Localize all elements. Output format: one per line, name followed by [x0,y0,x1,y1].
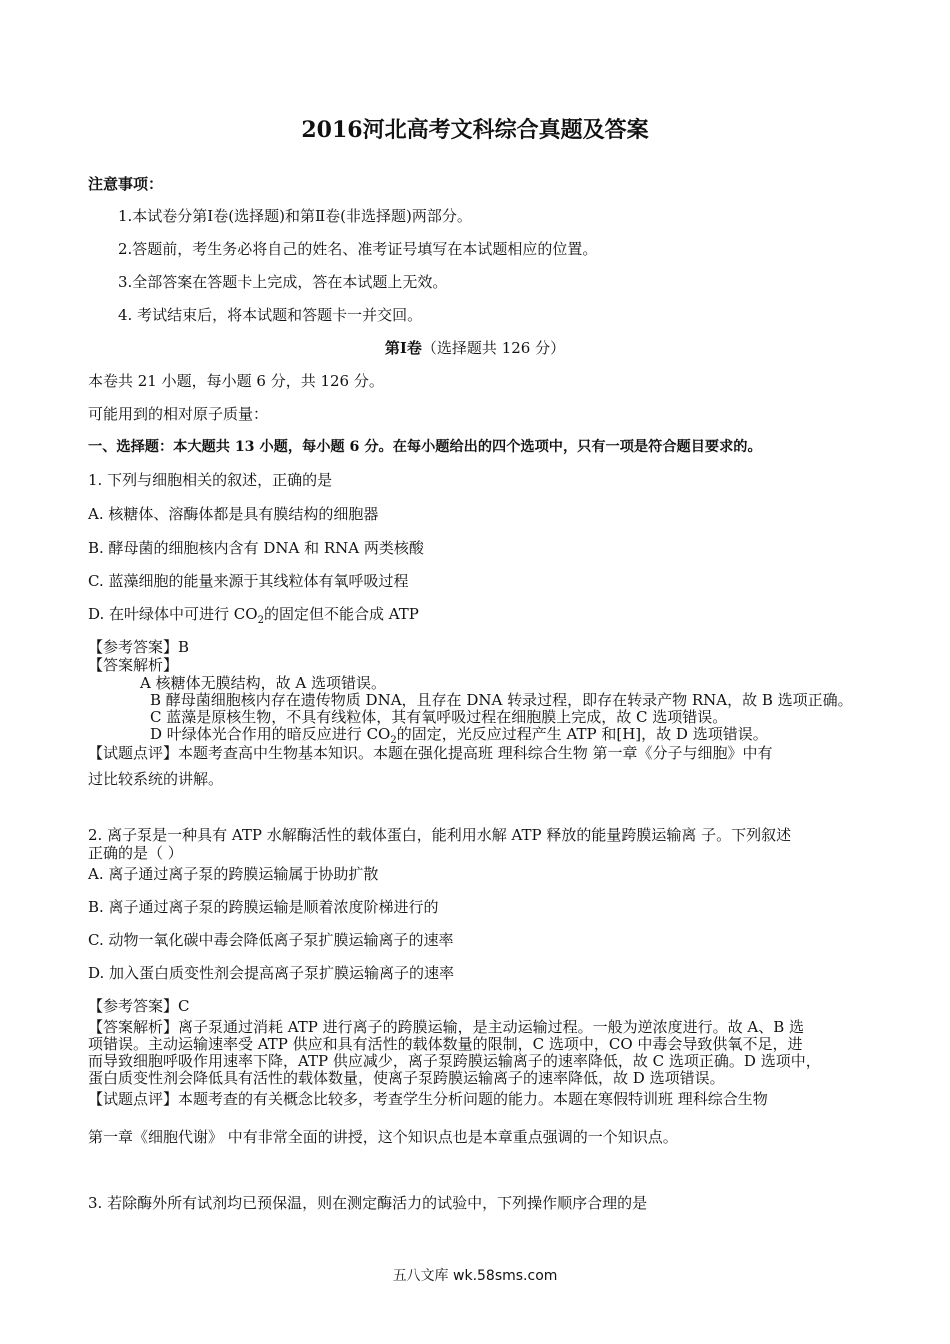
analysis-line: 而导致细胞呼吸作用速率下降，ATP 供应减少，离子泵跨膜运输离子的速率降低，故 C 选项正确。D 选项中， [88,1052,821,1070]
question-stem: 正确的是（ ） [88,844,183,862]
analysis-line [150,725,768,746]
footer-watermark: 五八文库 wk.58sms.com [392,1268,558,1284]
answer: 【参考答案】B [88,638,190,656]
question-option: A. 离子通过离子泵的跨膜运输属于协助扩散 [88,865,379,883]
section-intro: 可能用到的相对原子质量： [88,405,269,423]
note-item: 2.答题前，考生务必将自己的姓名、准考证号填写在本试题相应的位置。 [118,240,598,258]
question-option: D. 加入蛋白质变性剂会提高离子泵扩膜运输离子的速率 [88,964,455,982]
subscript: 2 [257,615,264,626]
analysis-line: C 蓝藻是原核生物，不具有线粒体，其有氧呼吸过程在细胞膜上完成，故 C 选项错误。 [150,708,728,726]
question-option: C. 蓝藻细胞的能量来源于其线粒体有氧呼吸过程 [88,572,409,590]
section-title-bold: 第Ⅰ卷 [384,339,422,357]
part-heading: 一、选择题：本大题共 13 小题，每小题 6 分。在每小题给出的四个选项中，只有一项是符合题目要求的。 [88,439,762,455]
subscript: 2 [390,735,397,746]
analysis-line: 项错误。主动运输速率受 ATP 供应和具有活性的载体数量的限制，C 选项中，CO 中毒会导致供氧不足，进 [88,1035,803,1053]
question-option: B. 离子通过离子泵的跨膜运输是顺着浓度阶梯进行的 [88,898,439,916]
option-text: 的固定但不能合成 ATP [263,605,419,623]
analysis-line: B 酵母菌细胞核内存在遗传物质 DNA，且存在 DNA 转录过程，即存在转录产物 RNA，故 B 选项正确。 [150,691,853,709]
question-option [88,605,419,626]
question-stem: 1. 下列与细胞相关的叙述，正确的是 [88,471,333,489]
analysis-text: D 叶绿体光合作用的暗反应进行 CO [150,725,391,743]
comment: 【试题点评】本题考查高中生物基本知识。本题在强化提高班 理科综合生物 第一章《分子与细胞》中有 [88,744,773,762]
question-option: C. 动物一氧化碳中毒会降低离子泵扩膜运输离子的速率 [88,931,454,949]
question-stem: 3. 若除酶外所有试剂均已预保温，则在测定酶活力的试验中，下列操作顺序合理的是 [88,1194,648,1212]
option-text: D. 在叶绿体中可进行 CO [88,605,258,623]
note-item: 4. 考试结束后，将本试题和答题卡一并交回。 [118,306,423,324]
question-stem: 2. 离子泵是一种具有 ATP 水解酶活性的载体蛋白，能利用水解 ATP 释放的能量跨膜运输离 子。下列叙述 [88,826,792,844]
question-option: A. 核糖体、溶酶体都是具有膜结构的细胞器 [88,505,379,523]
page-title: 2016河北高考文科综合真题及答案 [301,117,649,143]
section-title-rest: （选择题共 126 分） [421,339,566,357]
note-item: 1.本试卷分第Ⅰ卷(选择题)和第Ⅱ卷(非选择题)两部分。 [118,207,472,225]
analysis-line: 【答案解析】离子泵通过消耗 ATP 进行离子的跨膜运输，是主动运输过程。一般为逆浓度进行。故 A、B 选 [88,1018,805,1036]
question-option: B. 酵母菌的细胞核内含有 DNA 和 RNA 两类核酸 [88,539,424,557]
comment: 第一章《细胞代谢》 中有非常全面的讲授，这个知识点也是本章重点强调的一个知识点。 [88,1128,678,1146]
comment: 过比较系统的讲解。 [88,770,224,788]
section-title [0,340,950,357]
analysis-line: A 核糖体无膜结构，故 A 选项错误。 [140,674,386,692]
analysis-heading: 【答案解析】 [88,656,179,674]
note-item: 3.全部答案在答题卡上完成，答在本试题上无效。 [118,273,448,291]
analysis-text: 的固定，光反应过程产生 ATP 和[H]，故 D 选项错误。 [396,725,768,743]
section-intro: 本卷共 21 小题，每小题 6 分，共 126 分。 [88,372,384,390]
comment: 【试题点评】本题考查的有关概念比较多，考查学生分析问题的能力。本题在寒假特训班 理科综合生物 [88,1090,768,1108]
notes-heading: 注意事项： [88,175,164,193]
answer: 【参考答案】C [88,997,190,1015]
analysis-line: 蛋白质变性剂会降低具有活性的载体数量，使离子泵跨膜运输离子的速率降低，故 D 选项错误。 [88,1069,725,1087]
